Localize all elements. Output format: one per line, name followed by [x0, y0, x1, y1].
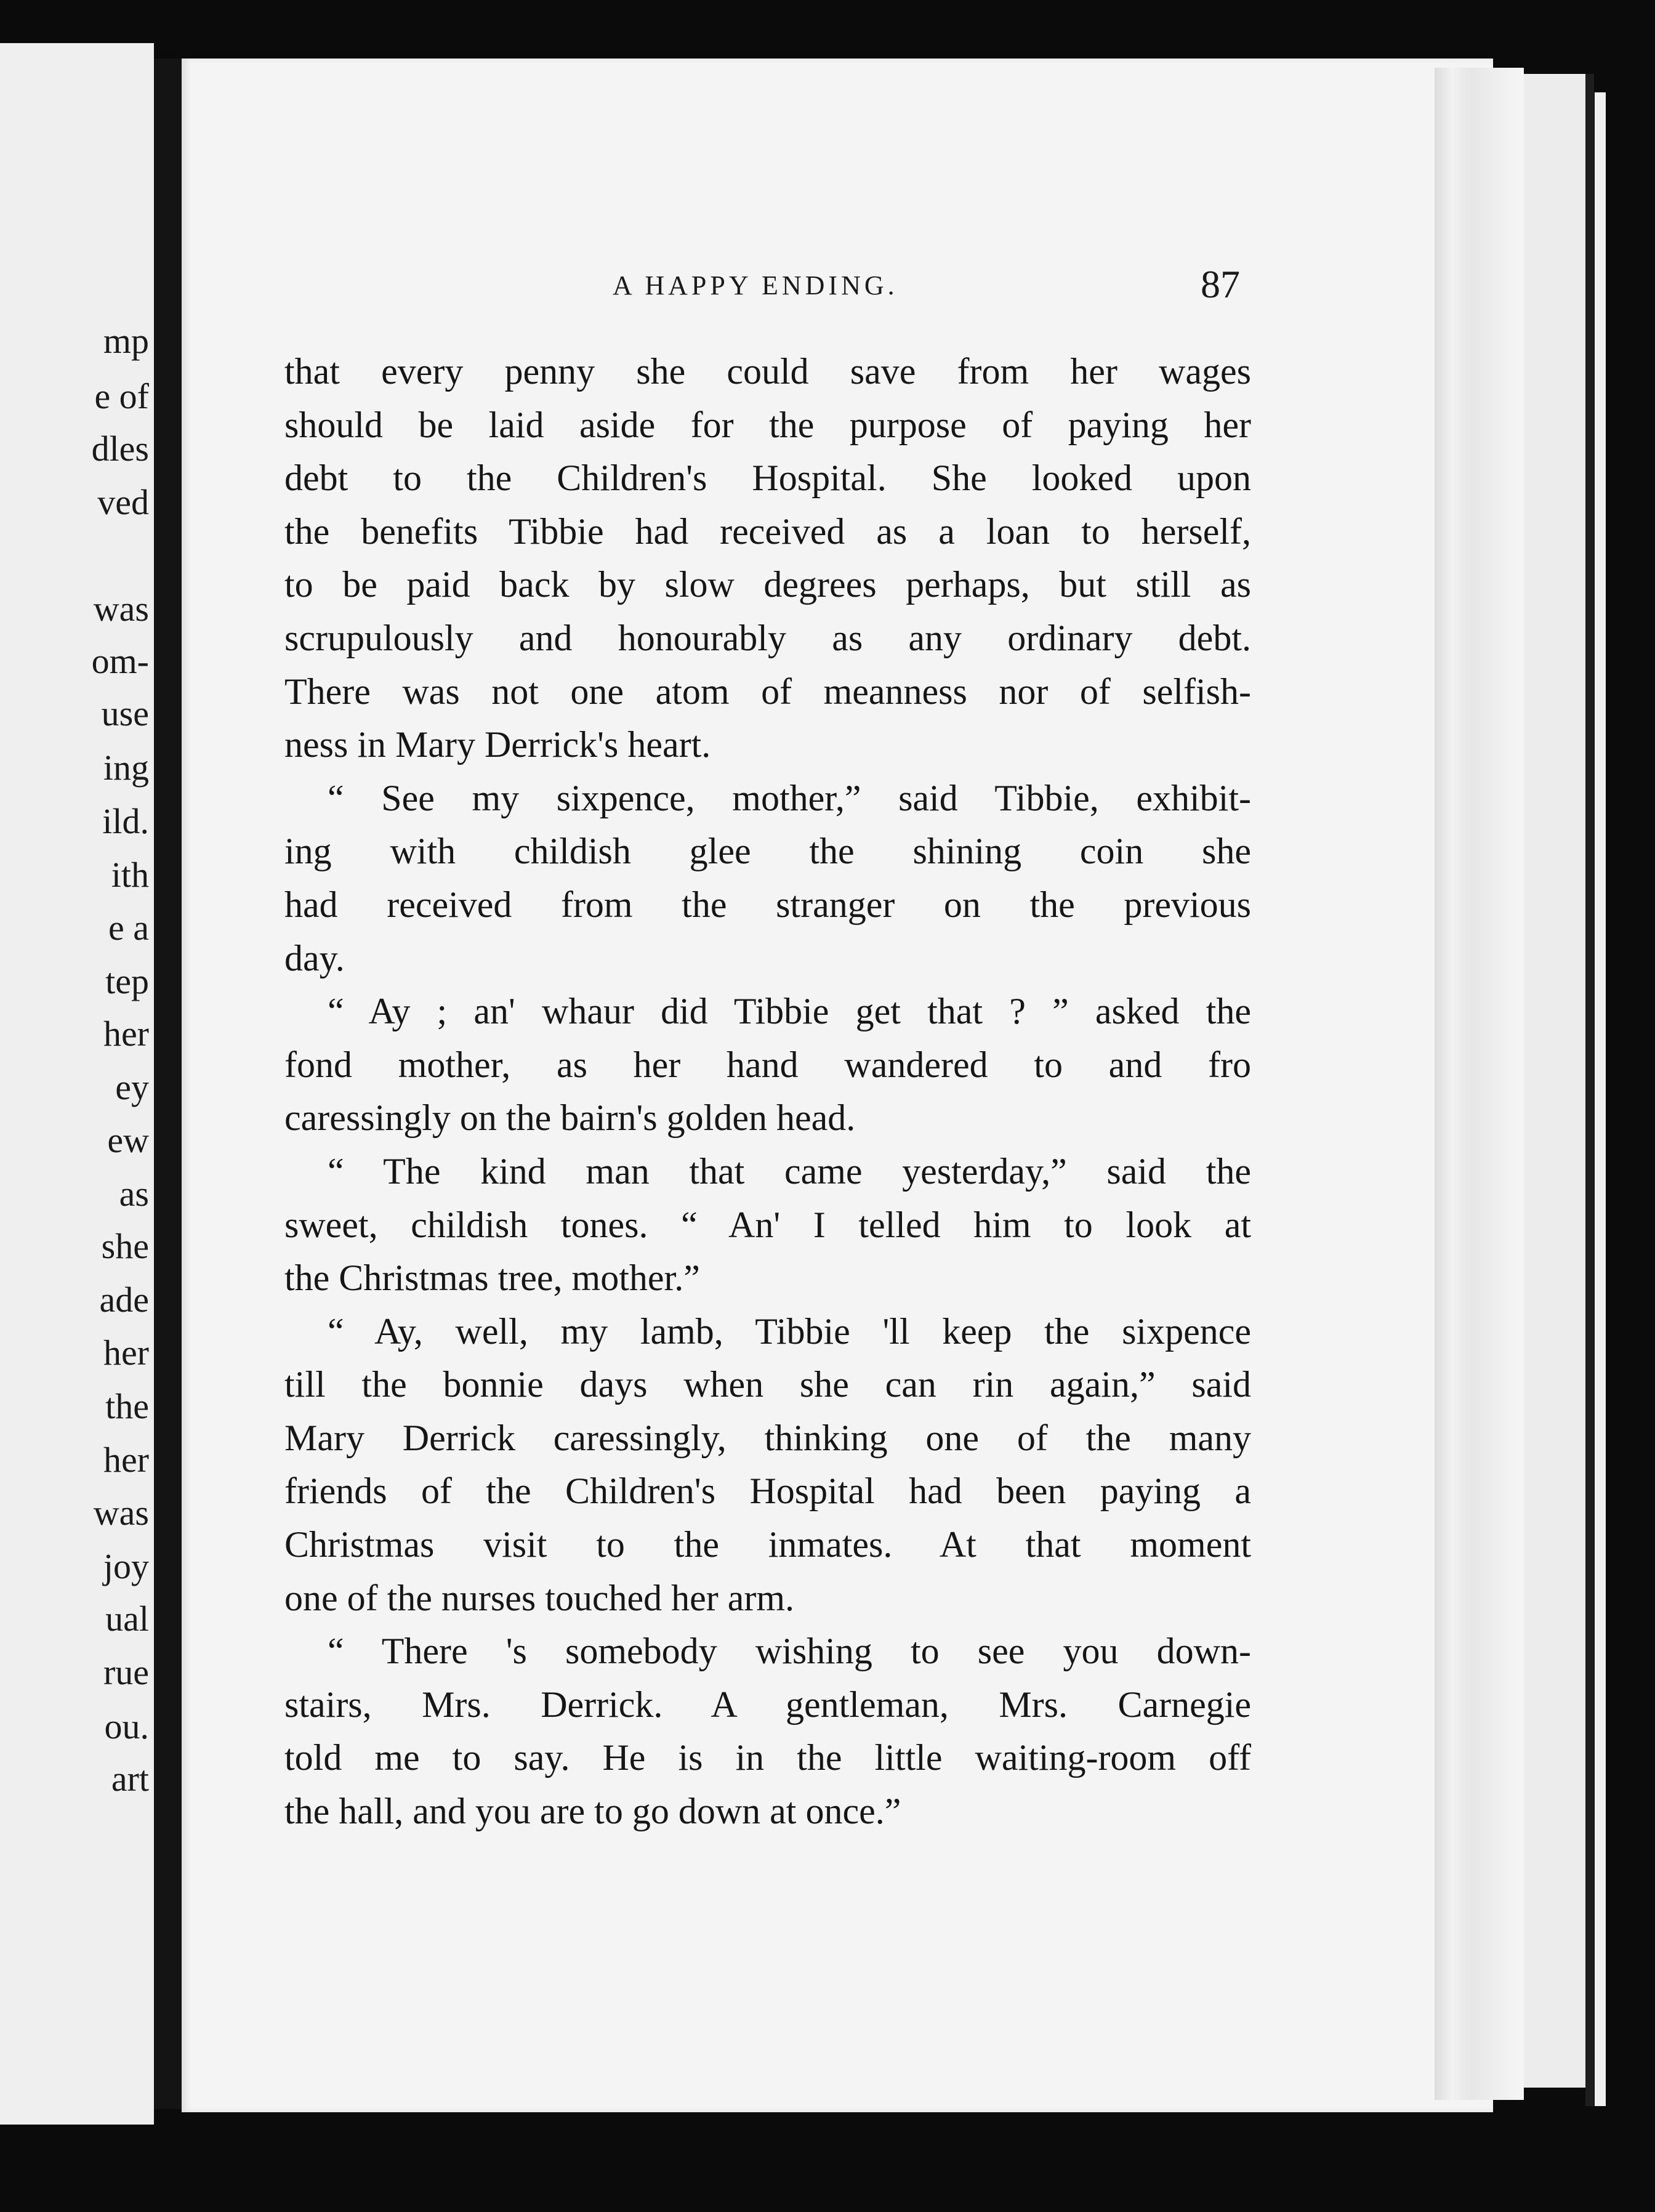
facing-page-fragment: dles	[91, 429, 149, 469]
facing-page-fragment: ade	[99, 1280, 149, 1320]
text-line: to be paid back by slow degrees perhaps, but still as	[284, 564, 1251, 605]
text-line: Mary Derrick caressingly, thinking one of the many	[284, 1417, 1251, 1458]
facing-page-fragment: ild.	[102, 801, 149, 841]
text-line: debt to the Children's Hospital. She looked upon	[284, 458, 1251, 499]
text-line: had received from the stranger on the previous	[284, 884, 1251, 925]
text-line: “ Ay, well, my lamb, Tibbie 'll keep the sixpence	[328, 1310, 1251, 1352]
text-line: stairs, Mrs. Derrick. A gentleman, Mrs. Carnegie	[284, 1684, 1251, 1725]
facing-page-fragment: was	[93, 1493, 149, 1533]
text-line: There was not one atom of meanness nor of selfish-	[284, 671, 1251, 712]
facing-page-fragment: ew	[107, 1120, 149, 1160]
book-cover-margin	[1595, 92, 1606, 2106]
facing-page-fragment: her	[103, 1014, 149, 1054]
facing-page-fragment: the	[105, 1386, 149, 1426]
text-line: sweet, childish tones. “ An' I telled him to look at	[284, 1204, 1251, 1245]
facing-page-fragment: ved	[97, 482, 149, 522]
facing-page-fragment: she	[101, 1226, 149, 1266]
body-text	[284, 345, 1251, 1838]
facing-page-fragment: mp	[103, 321, 149, 361]
text-line: “ See my sixpence, mother,” said Tibbie, exhibit-	[328, 777, 1251, 818]
facing-page-fragment: her	[103, 1440, 149, 1480]
facing-page-fragment: om-	[91, 641, 149, 681]
facing-page-fragment: e a	[108, 908, 149, 948]
text-line: “ Ay ; an' whaur did Tibbie get that ? ” asked the	[328, 991, 1251, 1032]
facing-page-fragment: ual	[105, 1599, 149, 1639]
text-line: ing with childish glee the shining coin she	[284, 831, 1251, 872]
facing-page-fragment: was	[93, 589, 149, 629]
facing-page-fragment: her	[103, 1333, 149, 1373]
book-cover-edge	[1585, 74, 1594, 2106]
facing-page-fragment: e of	[94, 376, 149, 416]
facing-page-fragment: ou.	[104, 1706, 149, 1746]
facing-page-fragment: ing	[103, 748, 149, 788]
facing-page-fragment: ey	[115, 1067, 149, 1107]
text-line: one of the nurses touched her arm.	[284, 1577, 795, 1618]
facing-page	[0, 43, 154, 2125]
text-line: should be laid aside for the purpose of paying her	[284, 404, 1251, 445]
text-line: till the bonnie days when she can rin again,” said	[284, 1364, 1251, 1405]
text-line: “ The kind man that came yesterday,” said the	[328, 1150, 1251, 1192]
text-line: the Christmas tree, mother.”	[284, 1257, 700, 1299]
text-line: “ There 's somebody wishing to see you down-	[328, 1631, 1251, 1672]
facing-page-fragment: art	[111, 1759, 149, 1799]
text-line: fond mother, as her hand wandered to and fro	[284, 1044, 1251, 1085]
facing-page-fragment: ith	[111, 855, 149, 895]
text-line: the hall, and you are to go down at once.”	[284, 1791, 901, 1832]
text-line: day.	[284, 937, 345, 979]
text-line: that every penny she could save from her wages	[284, 351, 1251, 392]
facing-page-fragment: as	[119, 1174, 149, 1214]
text-line: caressingly on the bairn's golden head.	[284, 1097, 856, 1139]
facing-page-fragment: tep	[105, 961, 149, 1001]
running-head: A HAPPY ENDING.	[613, 270, 898, 301]
text-line: the benefits Tibbie had received as a loan to herself,	[284, 511, 1251, 552]
facing-page-fragment: joy	[103, 1546, 149, 1586]
page-number: 87	[1201, 262, 1240, 306]
facing-page-fragment: rue	[103, 1652, 149, 1692]
facing-page-fragment: use	[101, 693, 149, 733]
text-line: friends of the Children's Hospital had been paying a	[284, 1471, 1251, 1512]
text-line: told me to say. He is in the little waiting-room off	[284, 1737, 1251, 1778]
text-line: Christmas visit to the inmates. At that moment	[284, 1524, 1251, 1565]
page-stack-fore-edge	[1524, 74, 1585, 2088]
text-line: ness in Mary Derrick's heart.	[284, 724, 711, 765]
text-line: scrupulously and honourably as any ordinary debt.	[284, 617, 1251, 658]
page-stack-edge	[1435, 68, 1524, 2100]
